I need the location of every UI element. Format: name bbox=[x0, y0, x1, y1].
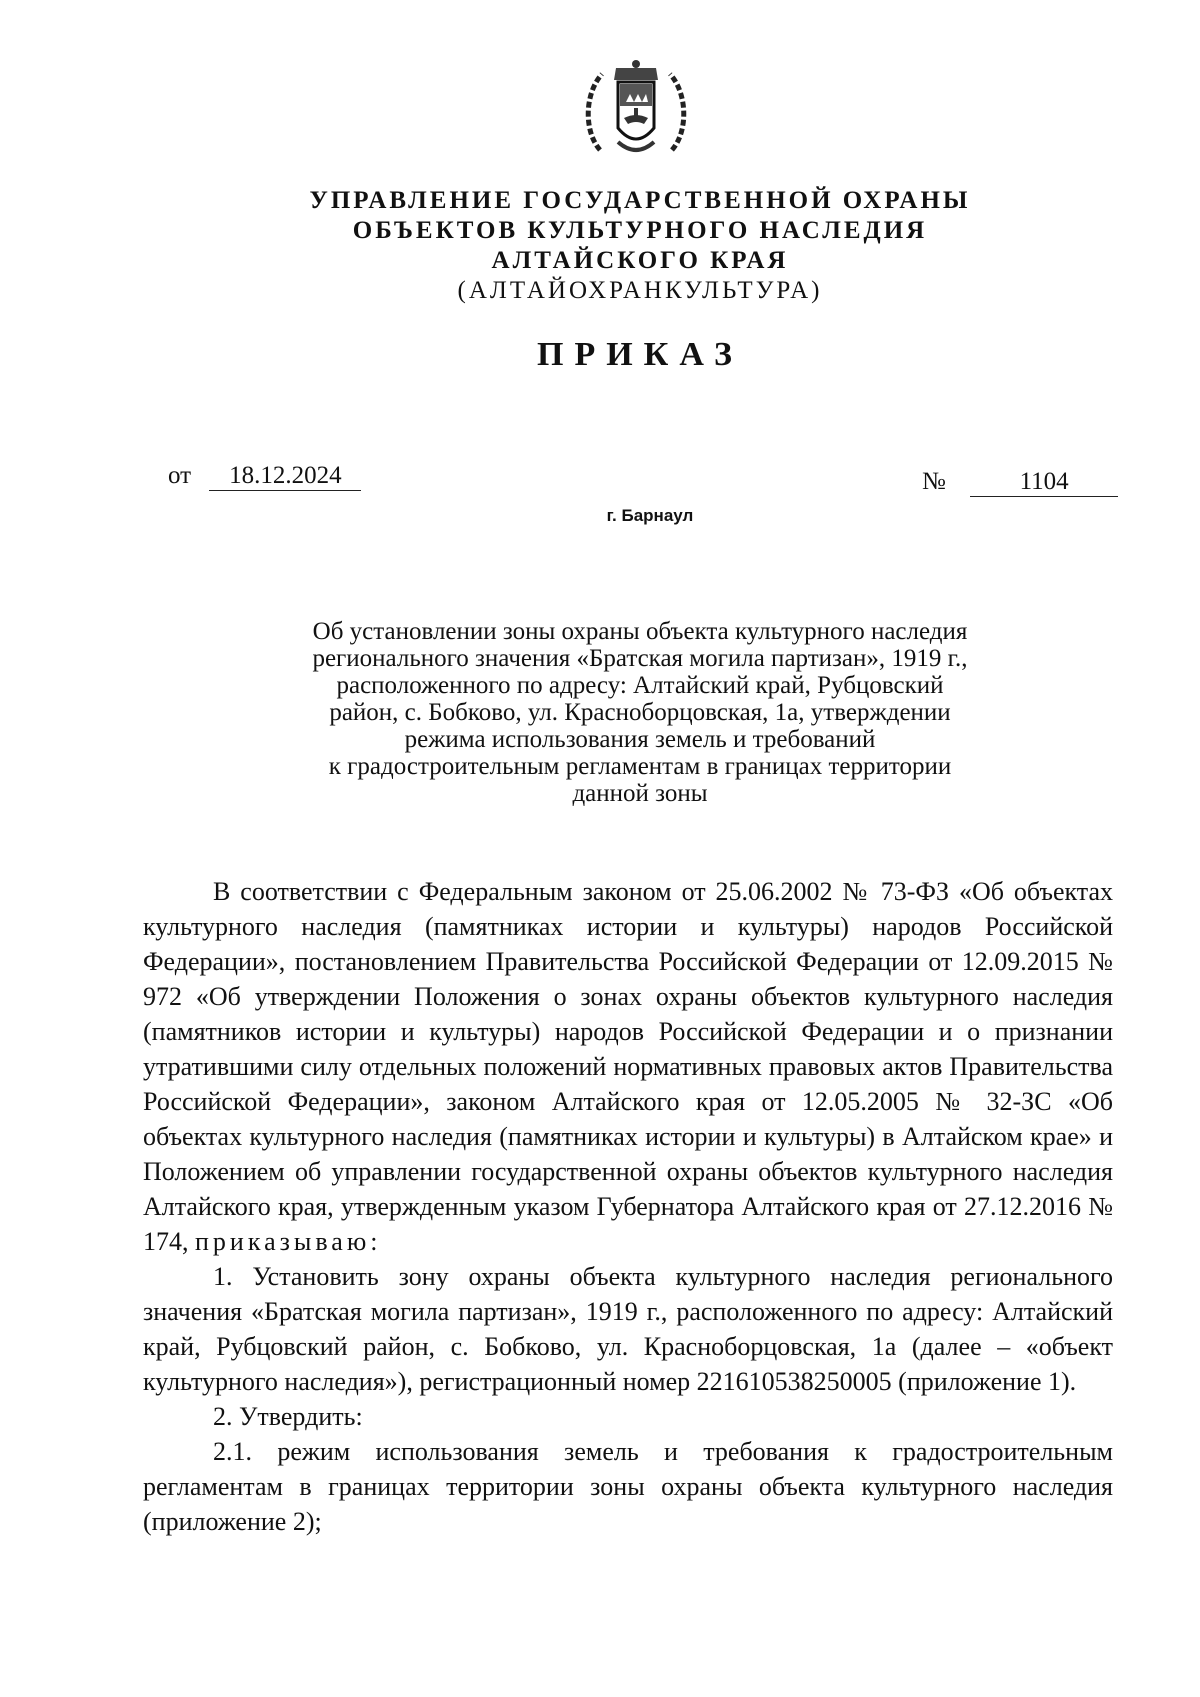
title-line: данной зоны bbox=[572, 780, 708, 807]
title-line: расположенного по адресу: Алтайский край, Рубцовский bbox=[336, 672, 944, 699]
authority-abbreviation: (АЛТАЙОХРАНКУЛЬТУРА) bbox=[457, 277, 823, 304]
title-line: регионального значения «Братская могила партизан», 1919 г., bbox=[312, 645, 968, 672]
date-value: 18.12.2024 bbox=[209, 462, 361, 491]
authority-line-2: ОБЪЕКТОВ КУЛЬТУРНОГО НАСЛЕДИЯ bbox=[352, 217, 928, 244]
item-2-paragraph: 2. Утвердить: bbox=[213, 1402, 363, 1431]
date-prefix: от bbox=[168, 462, 192, 489]
title-line: район, с. Бобково, ул. Красноборцовская, 1а, утверждении bbox=[329, 699, 951, 726]
title-line: режима использования земель и требований bbox=[404, 726, 876, 753]
authority-line-3: АЛТАЙСКОГО КРАЯ bbox=[491, 247, 789, 274]
document-body bbox=[143, 874, 1113, 1539]
title-line: к градостроительным регламентам в границах территории bbox=[328, 753, 952, 780]
number-value: 1104 bbox=[970, 468, 1118, 497]
document-type: ПРИКАЗ bbox=[537, 336, 743, 373]
document-date bbox=[168, 462, 361, 491]
preamble-text: В соответствии с Федеральным законом от 25.06.2002 № 73-ФЗ «Об объектах культурного наследия (памятниках истории и культуры) народов Российской Федерации», постановлением Правительства Российской Федерации от 12.09.2015 № 972 «Об утверждении Положения о зонах охраны объектов культурного наследия (памятников истории и культуры) народов Российской Федерации и о признании утратившими силу отдельных положений нормативных правовых актов Правительства Российской Федерации», законом Алтайского края от 12.05.2005 № 32-ЗС «Об объектах культурного наследия (памятниках истории и культуры) в Алтайском крае» и Положением об управлении государственной охраны объектов культурного наследия Алтайского края, утвержденным указом Губернатора Алтайского края от 27.12.2016 № 174, bbox=[143, 877, 1113, 1256]
number-sign: № bbox=[922, 468, 946, 495]
authority-line-1: УПРАВЛЕНИЕ ГОСУДАРСТВЕННОЙ ОХРАНЫ bbox=[309, 187, 971, 214]
item-1-paragraph: 1. Установить зону охраны объекта культурного наследия регионального значения «Братская могила партизан», 1919 г., расположенного по адресу: Алтайский край, Рубцовский район, с. Бобково, ул. Красноборцовская, 1а (далее – «объект культурного наследия»), регистрационный номер 221610538250005 (приложение 1). bbox=[143, 1262, 1113, 1396]
preamble-paragraph bbox=[143, 874, 1113, 1259]
city-of-issue: г. Барнаул bbox=[606, 506, 694, 525]
coat-of-arms-icon bbox=[578, 54, 694, 170]
item-2-1-paragraph: 2.1. режим использования земель и требования к градостроительным регламентам в границах территории зоны охраны объекта культурного наследия (приложение 2); bbox=[143, 1437, 1113, 1536]
document-number bbox=[922, 468, 1118, 497]
document-title bbox=[230, 618, 1050, 807]
issuing-authority bbox=[220, 186, 1060, 306]
title-line: Об установлении зоны охраны объекта культурного наследия bbox=[312, 618, 968, 645]
order-word: приказываю: bbox=[195, 1227, 382, 1256]
